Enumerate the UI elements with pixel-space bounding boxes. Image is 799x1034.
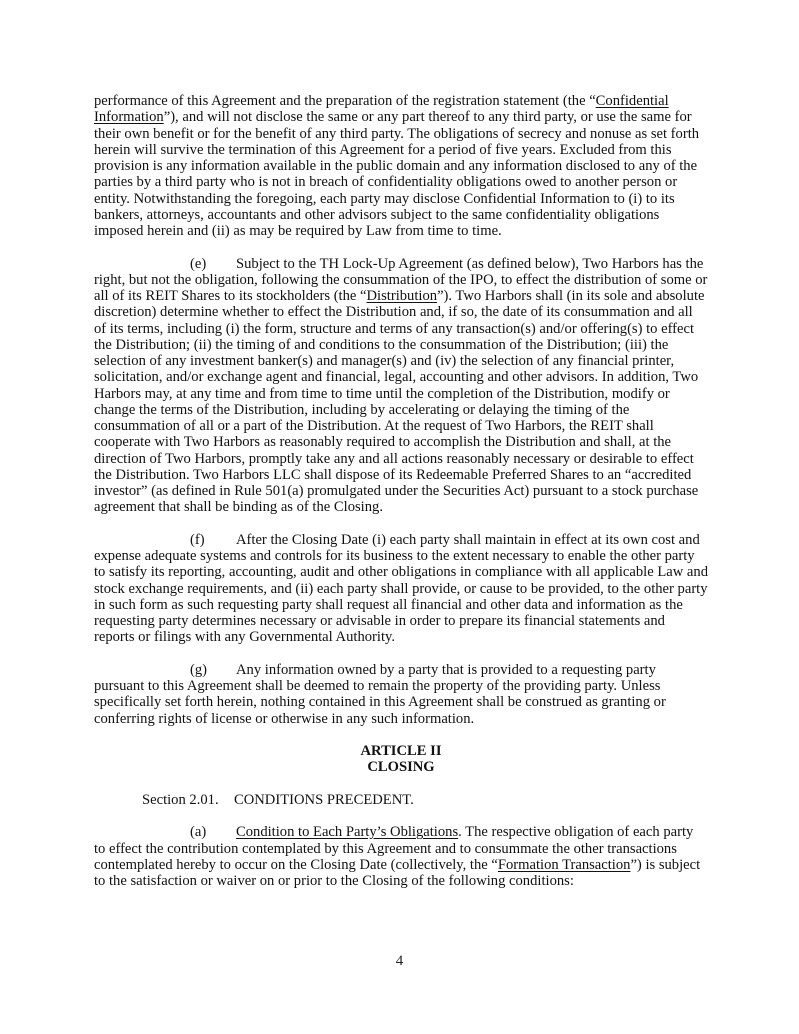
subsection-heading: Condition to Each Party’s Obligations bbox=[236, 824, 459, 841]
paragraph-label: (e) bbox=[190, 255, 207, 272]
defined-term-confidential-information: Confidential Information bbox=[94, 93, 669, 126]
text: Any information owned by a party that is provided to a requesting party pursuant to this Agreement shall be deemed to remain the property of the providing party. Unless specifically set forth herein, nothing contained in this Agreement shall be construed as granting or conferring rights of license or otherwise in any such information. bbox=[94, 661, 666, 727]
text: Subject to the TH Lock-Up Agreement (as defined below), Two Harbors has the right, but not the obligation, following the consummation of the IPO, to effect the distribution of some or all of its REIT Shares to its stockholders (the “ bbox=[94, 255, 708, 304]
paragraph-confidential-information bbox=[94, 93, 708, 239]
article-number: ARTICLE II bbox=[360, 743, 442, 759]
defined-term-formation-transaction: Formation Transaction bbox=[497, 856, 631, 873]
section-title: CONDITIONS PRECEDENT. bbox=[234, 791, 414, 808]
page-number: 4 bbox=[395, 953, 404, 969]
document-page bbox=[94, 93, 708, 906]
paragraph-label: (g) bbox=[190, 661, 208, 678]
article-title: CLOSING bbox=[367, 759, 435, 776]
paragraph-f bbox=[94, 532, 708, 646]
paragraph-label: (f) bbox=[190, 531, 205, 548]
text: ”) is subject to the satisfaction or waiver on or prior to the Closing of the following conditions: bbox=[94, 856, 701, 889]
paragraph-g bbox=[94, 662, 708, 727]
text: . The respective obligation of each party to effect the contribution contemplated by this Agreement and to consummate the other transactions contemplated hereby to occur on the Closing Date (collectively, the “ bbox=[94, 824, 694, 873]
text: After the Closing Date (i) each party shall maintain in effect at its own cost and expense adequate systems and controls for its business to the extent necessary to enable the other party to satisfy its reporting, accounting, audit and other obligations in compliance with all applicable Law and stock exchange requirements, and (ii) each party shall provide, or cause to be provided, to the other party in such form as such requesting party shall request all financial and other data and information as the requesting party determines necessary or advisable in order to prepare its financial statements and reports or filings with any Governmental Authority. bbox=[94, 531, 708, 646]
defined-term-distribution: Distribution bbox=[366, 288, 438, 304]
paragraph-e bbox=[94, 256, 708, 516]
section-number: Section 2.01. bbox=[142, 791, 219, 808]
subsection-a bbox=[94, 824, 708, 889]
text: ”). Two Harbors shall (in its sole and absolute discretion) determine whether to effect the Distribution and, if so, the date of its consummation and all of its terms, including (i) the form, structure and terms of any transaction(s) and/or offering(s) to effect the Distribution; (ii) the timing of and conditions to the consummation of the Distribution; (iii) the selection of any investment banker(s) and manager(s) and (iv) the selection of any financial printer, solicitation, and/or exchange agent and financial, legal, accounting and other advisors. In addition, Two Harbors may, at any time and from time to time until the completion of the Distribution, modify or change the terms of the Distribution, including by accelerating or delaying the timing of the consummation of all or a part of the Distribution. At the request of Two Harbors, the REIT shall cooperate with Two Harbors as reasonably required to accomplish the Distribution and shall, at the direction of Two Harbors, promptly take any and all actions reasonably necessary or desirable to effect the Distribution. Two Harbors LLC shall dispose of its Redeemable Preferred Shares to an “accredited investor” (as defined in Rule 501(a) promulgated under the Securities Act) pursuant to a stock purchase agreement that shall be binding as of the Closing. bbox=[94, 288, 705, 516]
section-heading bbox=[142, 792, 708, 808]
article-heading bbox=[94, 743, 708, 776]
text: performance of this Agreement and the preparation of the registration statement (the “ bbox=[94, 93, 596, 109]
text: ”), and will not disclose the same or any part thereof to any third party, or use the same for their own benefit or for the benefit of any third party. The obligations of secrecy and nonuse as set forth herein will survive the termination of this Agreement for a period of five years. Excluded from this provision is any information available in the public domain and any information disclosed to any of the parties by a third party who is not in breach of confidentiality obligations owed to another person or entity. Notwithstanding the foregoing, each party may disclose Confidential Information to (i) to its bankers, attorneys, accountants and other advisors subject to the same confidentiality obligations imposed herein and (ii) as may be required by Law from time to time. bbox=[94, 109, 700, 239]
paragraph-label: (a) bbox=[190, 824, 207, 841]
